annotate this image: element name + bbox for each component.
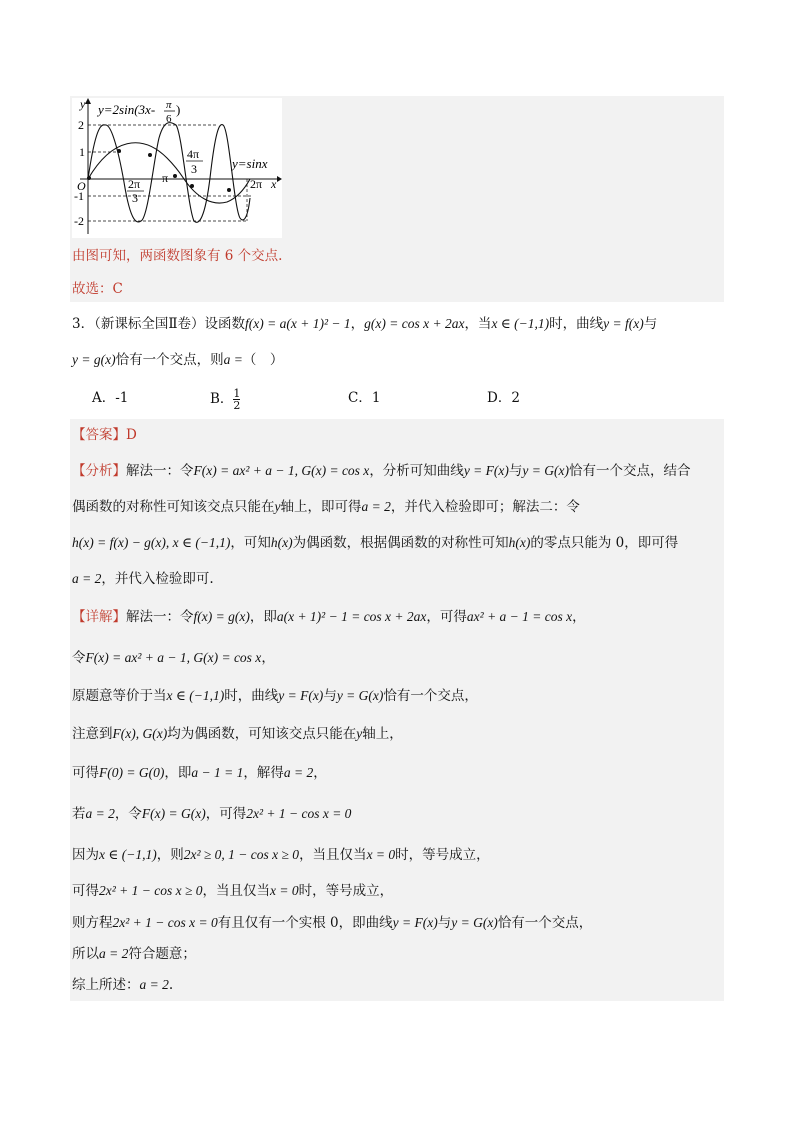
tick-pi: π xyxy=(162,171,169,185)
intersection-point xyxy=(87,176,91,180)
tick-m2: -2 xyxy=(74,214,84,228)
detail-l8a: 可得 xyxy=(72,883,99,899)
option-b-label: B． xyxy=(210,391,234,407)
analysis-l2b: 轴上，即可得 xyxy=(280,499,362,515)
detail-l3c: 与 xyxy=(323,688,337,704)
label-sin3-text: y=2sin(3x- xyxy=(98,102,156,117)
detail-yG-2: y = G(x) xyxy=(451,915,498,930)
detail-l5d: ， xyxy=(313,765,327,781)
option-c: C．1 xyxy=(348,390,381,406)
tick-m1: -1 xyxy=(74,189,84,203)
detail-yF: y = F(x) xyxy=(278,688,324,703)
detail-l7c: ，当且仅当 xyxy=(299,847,367,863)
detail-l3b: 时，曲线 xyxy=(224,688,279,704)
detail-eq1: a(x + 1)² − 1 = cos x + 2ax xyxy=(276,609,427,624)
analysis-h-def: h(x) = f(x) − g(x), x ∈ (−1,1) xyxy=(72,535,231,550)
question-3-line-2 xyxy=(72,350,283,370)
detail-l9c: 与 xyxy=(437,915,452,931)
detail-line-3 xyxy=(72,686,478,706)
detail-l6c: ，可得 xyxy=(205,806,247,822)
detail-x0: x = 0 xyxy=(366,847,396,862)
q3-t4: 恰有一个交点，则 xyxy=(115,352,224,368)
detail-l1a: 解法一：令 xyxy=(126,609,194,625)
function-graph-figure xyxy=(72,98,282,238)
detail-xin-2: x ∈ (−1,1) xyxy=(99,847,157,862)
detail-l4c: 轴上， xyxy=(362,726,403,742)
option-a: A．-1 xyxy=(92,390,129,406)
analysis-l2a: 偶函数的对称性可知该交点只能在 xyxy=(72,499,275,515)
tick-2pi3-den: 3 xyxy=(132,191,138,205)
intersection-point xyxy=(117,149,121,153)
detail-line-8 xyxy=(72,881,393,901)
label-close: ) xyxy=(176,102,181,117)
analysis-l1a: 解法一：令 xyxy=(126,463,194,479)
y-axis-label: y xyxy=(80,98,86,111)
option-d: D．2 xyxy=(487,390,520,406)
intersection-point xyxy=(190,184,194,188)
tick-2pi: 2π xyxy=(250,177,263,191)
q3-t2: 时，曲线 xyxy=(549,316,604,332)
detail-l5a: 可得 xyxy=(72,765,99,781)
detail-line-1: 【详解】解法一：令f(x) = g(x)，即a(x + 1)² − 1 = cos x + 2ax，可得ax² + a − 1 = cos x， xyxy=(72,609,586,625)
label-six-den: 6 xyxy=(166,113,172,125)
tick-2: 2 xyxy=(78,118,84,132)
analysis-yG: y = G(x) xyxy=(522,463,569,478)
detail-l3d: 恰有一个交点， xyxy=(383,688,478,704)
analysis-hx-1: h(x) xyxy=(270,535,293,550)
q3-a-eq: a = xyxy=(223,352,243,367)
analysis-yF: y = F(x) xyxy=(463,463,509,478)
intersection-point xyxy=(227,188,231,192)
detail-x0-2: x = 0 xyxy=(270,883,299,898)
x-axis-label: x xyxy=(271,177,277,191)
detail-ineq2: 2x² + 1 − cos x ≥ 0 xyxy=(99,883,203,898)
answer-line xyxy=(72,425,137,445)
detail-eq2: ax² + a − 1 = cos x xyxy=(466,609,573,624)
detail-l2b: F(x) = ax² + a − 1, G(x) = cos x xyxy=(85,650,262,665)
analysis-line-2 xyxy=(72,497,580,517)
detail-l10b: 符合题意； xyxy=(128,946,196,962)
detail-l6b: ，令 xyxy=(114,806,142,822)
analysis-hx-2: h(x) xyxy=(508,535,531,550)
tick-1: 1 xyxy=(79,145,85,159)
analysis-l4: ，并代入检验即可. xyxy=(101,571,214,587)
detail-line-11 xyxy=(72,975,173,995)
analysis-l1d: 恰有一个交点，结合 xyxy=(569,463,691,479)
detail-xin: x ∈ (−1,1) xyxy=(166,688,225,703)
q3-curve-g: y = g(x) xyxy=(72,352,116,367)
detail-l11b: . xyxy=(168,977,174,993)
detail-FxGx: F(x) = G(x) xyxy=(141,806,206,821)
detail-l7d: 时，等号成立， xyxy=(395,847,490,863)
q3-curve-f: y = f(x) xyxy=(603,316,644,331)
option-b-den: 2 xyxy=(233,399,241,412)
detail-l2a: 令 xyxy=(72,650,86,666)
option-b-num: 1 xyxy=(233,387,241,400)
detail-line-4 xyxy=(72,724,403,744)
detail-y: y xyxy=(356,726,363,741)
detail-a2: a = 2 xyxy=(283,765,314,780)
detail-tag: 【详解】 xyxy=(72,609,126,625)
detail-l1c: ，可得 xyxy=(426,609,467,625)
q3-g-def: g(x) = cos x + 2ax xyxy=(364,316,465,331)
analysis-line-1 xyxy=(72,461,691,481)
prev-choice: 故选：C xyxy=(72,281,123,297)
q3-f-def: f(x) = a(x + 1)² − 1 xyxy=(245,316,351,331)
detail-l9b: 有且仅有一个实根 0，即曲线 xyxy=(217,915,393,931)
analysis-l3a: ，可知 xyxy=(230,535,271,551)
detail-l9a: 则方程 xyxy=(72,915,113,931)
answer-value: D xyxy=(126,427,137,443)
detail-a2-b: a = 2 xyxy=(85,806,115,821)
detail-line-5 xyxy=(72,763,327,783)
detail-l2c: ， xyxy=(261,650,275,666)
detail-l5b: ，即 xyxy=(164,765,192,781)
detail-eq3-b: 2x² + 1 − cos x = 0 xyxy=(112,915,218,930)
detail-a2-d: a = 2 xyxy=(139,977,169,992)
intersection-point xyxy=(173,174,177,178)
detail-l4b: 均为偶函数，可知该交点只能在 xyxy=(167,726,357,742)
detail-line-2 xyxy=(72,648,275,668)
analysis-a2-2: a = 2 xyxy=(72,571,102,586)
detail-l11a: 综上所述： xyxy=(72,977,140,993)
analysis-a2: a = 2 xyxy=(361,499,391,514)
tick-4pi3-num: 4π xyxy=(187,147,200,161)
analysis-F-def: F(x) = ax² + a − 1, G(x) = cos x xyxy=(193,463,370,478)
detail-l3a: 原题意等价于当 xyxy=(72,688,167,704)
option-b xyxy=(210,388,240,411)
detail-l9d: 恰有一个交点， xyxy=(497,915,593,931)
detail-l8c: 时，等号成立， xyxy=(298,883,394,899)
q3-t3: 与 xyxy=(643,316,658,332)
detail-F0G0: F(0) = G(0) xyxy=(99,765,165,780)
detail-l5c: ，解得 xyxy=(243,765,284,781)
detail-ineq: 2x² ≥ 0, 1 − cos x ≥ 0 xyxy=(183,847,300,862)
origin-label: O xyxy=(77,179,86,193)
detail-l6a: 若 xyxy=(72,806,86,822)
detail-yG: y = G(x) xyxy=(336,688,384,703)
analysis-l2c: ，并代入检验即可；解法二：令 xyxy=(390,499,580,515)
analysis-line-4 xyxy=(72,569,214,589)
analysis-line-3 xyxy=(72,533,678,553)
analysis-l1c: 与 xyxy=(508,463,523,479)
detail-l8b: ，当且仅当 xyxy=(202,883,271,899)
detail-line-10 xyxy=(72,944,196,964)
detail-line-9 xyxy=(72,913,592,933)
label-sinx: y=sinx xyxy=(232,156,268,171)
detail-l1b: ，即 xyxy=(249,609,277,625)
q3-t5: （ ） xyxy=(242,352,284,368)
detail-eq3: 2x² + 1 − cos x = 0 xyxy=(246,806,352,821)
detail-am1: a − 1 = 1 xyxy=(191,765,244,780)
analysis-tag: 【分析】 xyxy=(72,463,126,479)
detail-line-6 xyxy=(72,804,351,824)
question-3-line-1: 3．（新课标全国Ⅱ卷）设函数f(x) = a(x + 1)² − 1，g(x) = cos x + 2ax，当x ∈ (−1,1)时，曲线y = f(x)与 xyxy=(72,316,658,332)
tick-4pi3-den: 3 xyxy=(191,162,197,176)
detail-a2-c: a = 2 xyxy=(99,946,129,961)
q3-interval: x ∈ (−1,1) xyxy=(491,316,550,331)
detail-l7a: 因为 xyxy=(72,847,99,863)
detail-l10a: 所以 xyxy=(72,946,99,962)
tick-2pi3-num: 2π xyxy=(128,177,141,191)
intersection-point xyxy=(148,153,152,157)
option-b-fraction xyxy=(233,388,240,411)
detail-FG: F(x), G(x) xyxy=(112,726,168,741)
analysis-l3c: 的零点只能为 0，即可得 xyxy=(530,535,679,551)
detail-yF-2: y = F(x) xyxy=(392,915,438,930)
label-pi-num: π xyxy=(166,99,172,111)
q3-head: 3．（新课标全国Ⅱ卷）设函数 xyxy=(72,316,246,332)
detail-l7b: ，则 xyxy=(156,847,184,863)
prev-conclusion: 由图可知，两函数图象有 6 个交点. xyxy=(72,248,283,264)
detail-line-7 xyxy=(72,845,490,865)
detail-l4a: 注意到 xyxy=(72,726,113,742)
analysis-l3b: 为偶函数，根据偶函数的对称性可知 xyxy=(292,535,509,551)
q3-t1: ，当 xyxy=(464,316,492,332)
answer-tag: 【答案】 xyxy=(72,427,126,443)
analysis-y: y xyxy=(274,499,281,514)
detail-fg: f(x) = g(x) xyxy=(193,609,250,624)
analysis-l1b: ，分析可知曲线 xyxy=(369,463,464,479)
